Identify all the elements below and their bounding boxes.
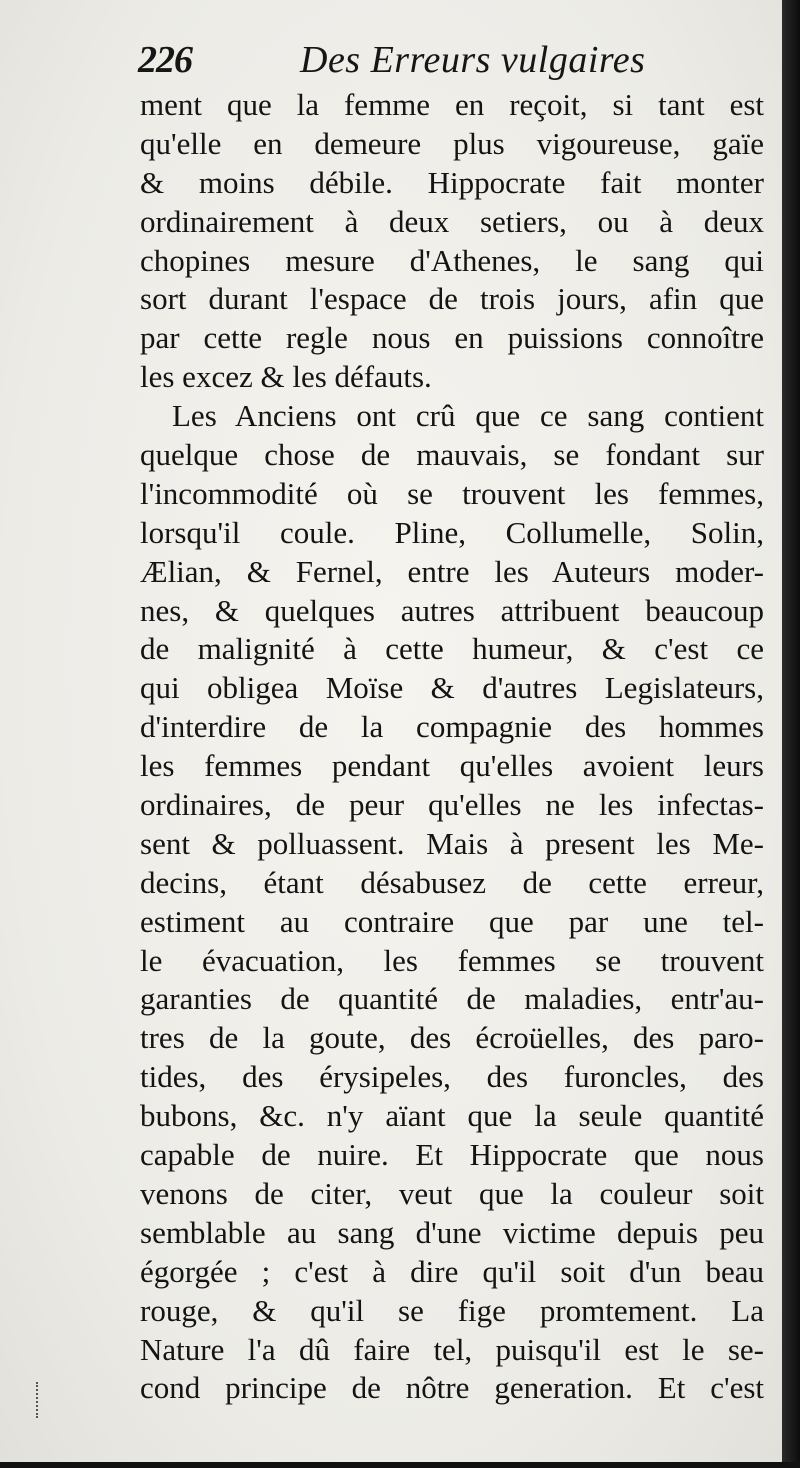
page-header — [138, 38, 758, 88]
text-line: par cette regle nous en puissions connoître — [140, 320, 764, 356]
text-line: semblable au sang d'une victime depuis peu — [140, 1214, 764, 1250]
text-line: de malignité à cette humeur, & c'est ce — [140, 631, 764, 667]
text-line: ordinaires, de peur qu'elles ne les infectas- — [140, 787, 764, 823]
text-line: venons de citer, veut que la couleur soit — [140, 1175, 764, 1211]
margin-binding-mark — [36, 1382, 42, 1418]
page-bottom-shadow — [0, 1462, 800, 1468]
text-line: quelque chose de mauvais, se fondant sur — [140, 437, 764, 473]
text-line: tides, des érysipeles, des furoncles, des — [140, 1059, 764, 1095]
text-line: capable de nuire. Et Hippocrate que nous — [140, 1137, 764, 1173]
text-line: garanties de quantité de maladies, entr'au- — [140, 981, 764, 1017]
text-line: qu'elle en demeure plus vigoureuse, gaïe — [140, 125, 764, 161]
text-line: estiment au contraire que par une tel- — [140, 903, 764, 939]
text-line: rouge, & qu'il se fige promtement. La — [140, 1292, 764, 1328]
text-line: & moins débile. Hippocrate fait monter — [140, 164, 764, 200]
text-line: l'incommodité où se trouvent les femmes, — [140, 475, 764, 511]
running-title: Des Erreurs vulgaires — [300, 39, 646, 81]
text-line: égorgée ; c'est à dire qu'il soit d'un beau — [140, 1253, 764, 1289]
page-number: 226 — [138, 39, 192, 81]
text-line: Nature l'a dû faire tel, puisqu'il est le se- — [140, 1331, 764, 1367]
body-text — [140, 86, 764, 1408]
paragraph-start-line: Les Anciens ont crû que ce sang contient — [172, 398, 764, 434]
text-line: chopines mesure d'Athenes, le sang qui — [140, 242, 764, 278]
text-line: sent & polluassent. Mais à present les Me- — [140, 825, 764, 861]
page-edge-shadow — [782, 0, 800, 1468]
text-line: ordinairement à deux setiers, ou à deux — [140, 203, 764, 239]
text-line: qui obligea Moïse & d'autres Legislateurs, — [140, 670, 764, 706]
text-line: le évacuation, les femmes se trouvent — [140, 942, 764, 978]
text-line: Ælian, & Fernel, entre les Auteurs moder- — [140, 553, 764, 589]
text-line: ment que la femme en reçoit, si tant est — [140, 87, 764, 122]
text-line: les femmes pendant qu'elles avoient leurs — [140, 748, 764, 784]
text-line: lorsqu'il coule. Pline, Collumelle, Solin, — [140, 514, 764, 550]
text-line: tres de la goute, des écroüelles, des paro- — [140, 1020, 764, 1056]
text-line: nes, & quelques autres attribuent beaucoup — [140, 592, 764, 628]
text-line: les excez & les défauts. — [140, 359, 432, 395]
text-line: bubons, &c. n'y aïant que la seule quantité — [140, 1098, 764, 1134]
text-line: d'interdire de la compagnie des hommes — [140, 709, 764, 745]
text-line: cond principe de nôtre generation. Et c'est — [140, 1370, 764, 1406]
text-line: decins, étant désabusez de cette erreur, — [140, 864, 764, 900]
text-line: sort durant l'espace de trois jours, afin que — [140, 281, 764, 317]
